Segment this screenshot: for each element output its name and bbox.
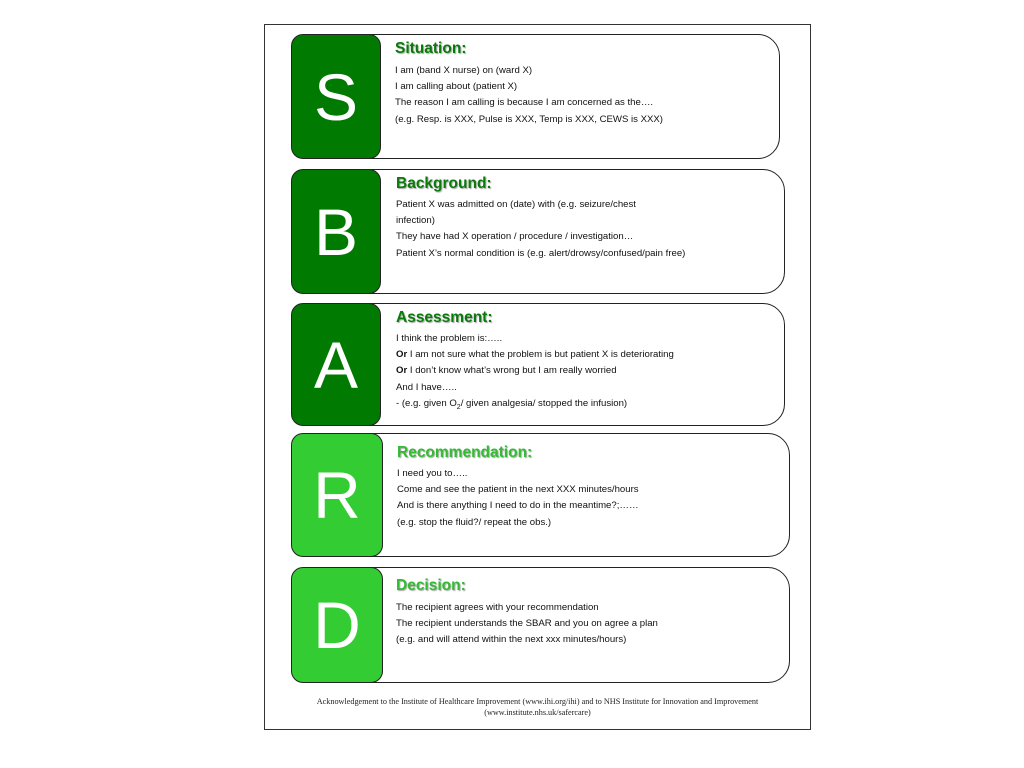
decision-letter-block: D [291,567,383,683]
background-heading: Background: [396,175,492,192]
situation-line-4: (e.g. Resp. is XXX, Pulse is XXX, Temp is XXX, CEWS is XXX) [395,113,664,125]
background-line-2: infection) [396,215,435,227]
assessment-line-3-text: I don’t know what’s wrong but I am really worried [409,365,617,377]
assessment-text [396,331,674,416]
situation-line-3: The reason I am calling is because I am concerned as the…. [395,97,654,109]
assessment-line-2-text: I am not sure what the problem is but patient X is deteriorating [409,349,674,361]
background-letter-block: B [291,169,381,294]
assessment-line-5-b: / given analgesia/ stopped the infusion) [460,397,628,409]
decision-line-3: (e.g. and will attend within the next xxx minutes/hours) [396,634,627,646]
assessment-line-5 [396,396,674,416]
recommendation-line-4: (e.g. stop the fluid?/ repeat the obs.) [397,516,552,528]
background-line-4: Patient X’s normal condition is (e.g. alert/drowsy/confused/pain free) [396,247,686,259]
recommendation-heading: Recommendation: [397,444,533,461]
background-line-3: They have had X operation / procedure / investigation… [396,231,634,243]
assessment-letter-block: A [291,303,381,426]
assessment-line-5-a: - (e.g. given O [396,397,457,409]
assessment-line-4: And I have….. [396,381,457,393]
situation-heading: Situation: [395,40,467,57]
assessment-line-3 [396,363,674,379]
recommendation-line-3: And is there anything I need to do in the meantime?;…… [397,500,639,512]
situation-letter-block: S [291,34,381,159]
acknowledgement [264,696,811,718]
decision-line-2: The recipient understands the SBAR and you on agree a plan [396,618,658,630]
assessment-line-1: I think the problem is:….. [396,333,503,344]
background-line-1: Patient X was admitted on (date) with (e.g. seizure/chest [396,199,636,210]
situation-line-1: I am (band X nurse) on (ward X) [395,65,533,76]
situation-line-2: I am calling about (patient X) [395,81,518,93]
or-prefix: Or [396,349,408,361]
recommendation-text [397,466,639,531]
or-prefix: Or [396,365,408,377]
assessment-heading: Assessment: [396,309,493,326]
decision-heading: Decision: [396,577,466,594]
decision-text [396,600,658,649]
decision-line-1: The recipient agrees with your recommendation [396,602,599,613]
o2-subscript: 2 [456,403,461,411]
recommendation-letter-block: R [291,433,383,557]
acknowledgement-line-2: (www.institute.nhs.uk/safercare) [484,708,591,717]
recommendation-line-2: Come and see the patient in the next XXX minutes/hours [397,484,639,496]
recommendation-line-1: I need you to….. [397,468,468,479]
assessment-line-2 [396,347,674,363]
situation-text [395,63,663,128]
background-text [396,197,685,262]
acknowledgement-line-1: Acknowledgement to the Institute of Healthcare Improvement (www.ihi.org/ihi) and to NHS Institute for Innovation and Improvement [316,697,759,706]
